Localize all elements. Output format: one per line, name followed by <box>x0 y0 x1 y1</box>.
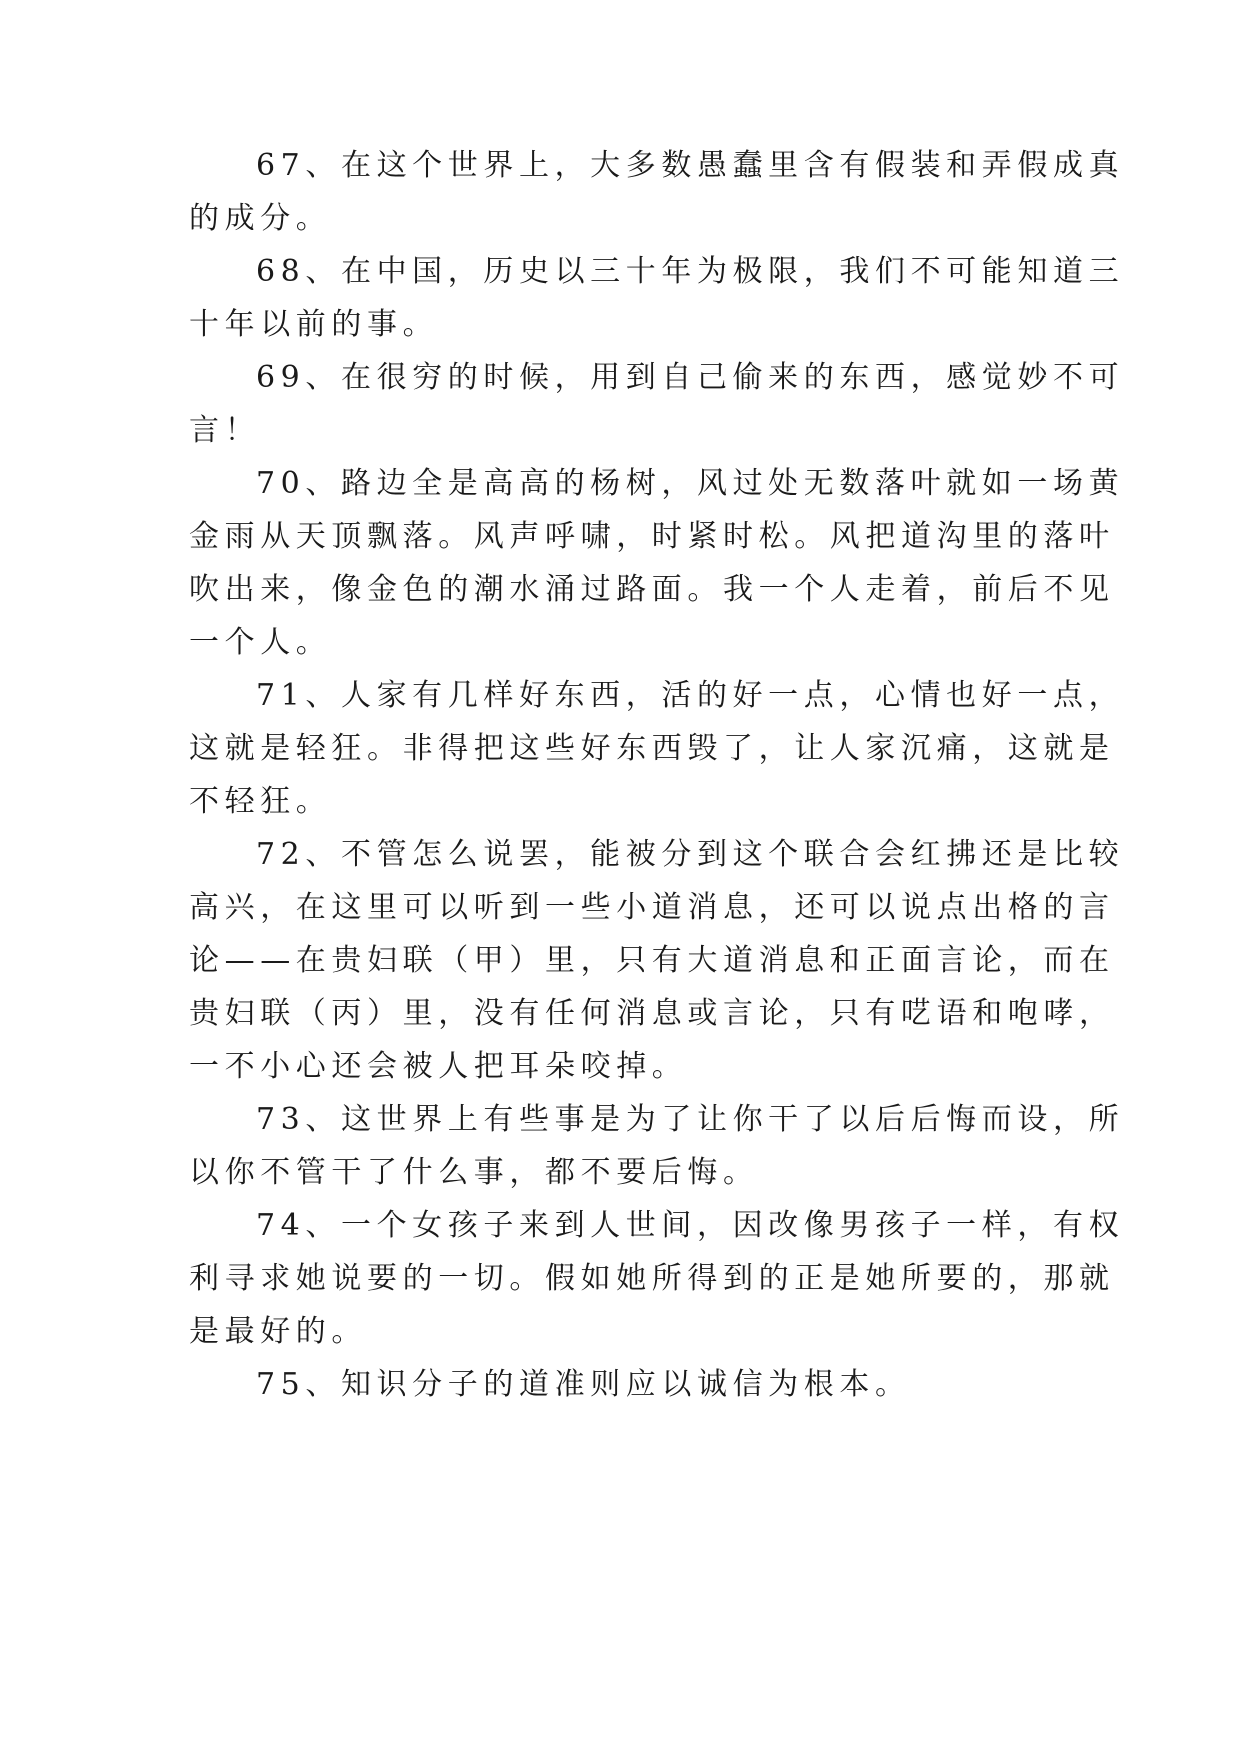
paragraph-72-line-5: 一不小心还会被人把耳朵咬掉。 <box>189 1049 688 1084</box>
paragraph-72-line-2: 高兴，在这里可以听到一些小道消息，还可以说点出格的言 <box>189 890 1115 925</box>
paragraph-70-line-3: 吹出来，像金色的潮水涌过路面。我一个人走着，前后不见 <box>189 572 1115 607</box>
paragraph-68-line-1: 68、在中国，历史以三十年为极限，我们不可能知道三 <box>256 254 1125 289</box>
paragraph-72-line-1: 72、不管怎么说罢，能被分到这个联合会红拂还是比较 <box>256 837 1125 872</box>
paragraph-75-line-1: 75、知识分子的道准则应以诚信为根本。 <box>256 1367 911 1402</box>
paragraph-70-line-1: 70、路边全是高高的杨树，风过处无数落叶就如一场黄 <box>256 466 1125 501</box>
paragraph-69-line-1: 69、在很穷的时候，用到自己偷来的东西，感觉妙不可 <box>256 360 1125 395</box>
paragraph-73-line-1: 73、这世界上有些事是为了让你干了以后后悔而设，所 <box>256 1102 1125 1137</box>
paragraph-73-line-2: 以你不管干了什么事，都不要后悔。 <box>189 1155 759 1190</box>
paragraph-74-line-1: 74、一个女孩子来到人世间，因改像男孩子一样，有权 <box>256 1208 1125 1243</box>
paragraph-67-line-1: 67、在这个世界上，大多数愚蠢里含有假装和弄假成真 <box>256 148 1125 183</box>
paragraph-70-line-2: 金雨从天顶飘落。风声呼啸，时紧时松。风把道沟里的落叶 <box>189 519 1115 554</box>
paragraph-71-line-2: 这就是轻狂。非得把这些好东西毁了，让人家沉痛，这就是 <box>189 731 1115 766</box>
paragraph-68-line-2: 十年以前的事。 <box>189 307 439 342</box>
paragraph-71-line-3: 不轻狂。 <box>189 784 332 819</box>
paragraph-71-line-1: 71、人家有几样好东西，活的好一点，心情也好一点， <box>256 678 1125 713</box>
paragraph-74-line-2: 利寻求她说要的一切。假如她所得到的正是她所要的，那就 <box>189 1261 1115 1296</box>
paragraph-72-line-4: 贵妇联（丙）里，没有任何消息或言论，只有呓语和咆哮， <box>189 996 1115 1031</box>
paragraph-69-line-2: 言！ <box>189 413 261 448</box>
paragraph-74-line-3: 是最好的。 <box>189 1314 367 1349</box>
paragraph-70-line-4: 一个人。 <box>189 625 332 660</box>
paragraph-67-line-2: 的成分。 <box>189 201 332 236</box>
paragraph-72-line-3: 论——在贵妇联（甲）里，只有大道消息和正面言论，而在 <box>189 943 1115 978</box>
